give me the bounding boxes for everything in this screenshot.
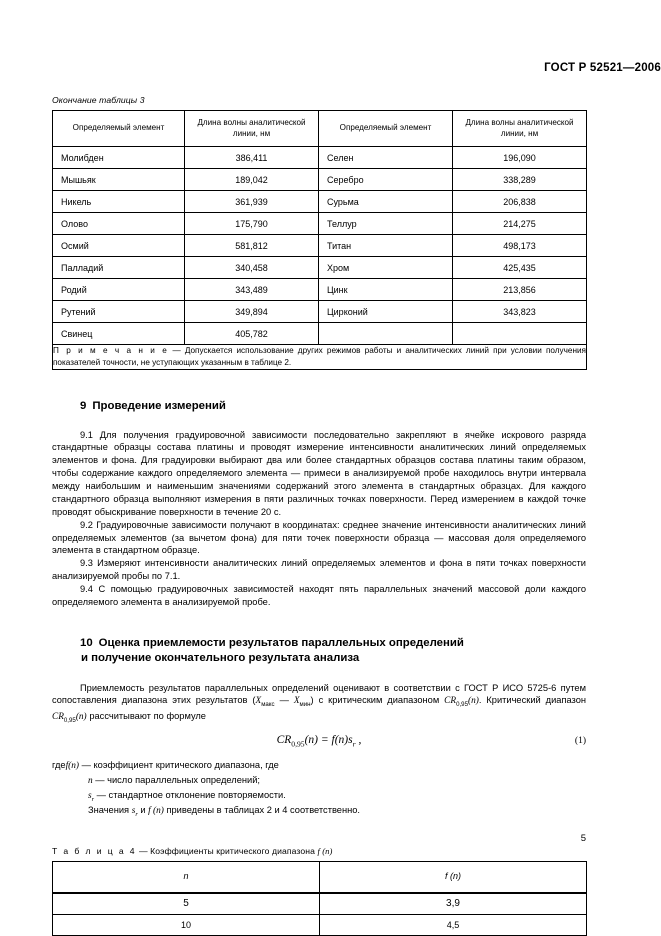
formula-row (52, 734, 586, 750)
table4-col-header-fn: f (n) (320, 861, 587, 892)
wavelength-left: 349,894 (185, 301, 319, 323)
fn-symbol: f(n) (65, 761, 80, 772)
table4-caption (52, 846, 586, 856)
table3-caption: Окончание таблицы 3 (52, 95, 145, 105)
paragraph-9-3: 9.3 Измеряют интенсивности аналитических линий определяемых элементов и фона в пяти точках поверхности анализируемой пробы по 7.1. (52, 558, 586, 582)
paragraph-10-part2: ) с критическим диапазоном (310, 695, 445, 706)
cr-argument-2: (n) (75, 711, 87, 722)
n-symbol: n (88, 776, 93, 787)
table3-body (53, 147, 587, 370)
paragraph-10-part3: . Критический диапазон (478, 695, 587, 706)
wavelength-left: 175,790 (185, 213, 319, 235)
paragraph-10-part4: рассчитывают по формуле (86, 710, 206, 721)
definition-lead-word: где (52, 760, 66, 771)
cr-symbol-1: CR (444, 696, 457, 707)
element-name-right: Цинк (319, 279, 453, 301)
section-10-heading (80, 636, 586, 667)
paragraph-9-1: 9.1 Для получения градуировочной зависимости последовательно закрепляют в ячейке искрового разряда стандартные образцы состава платины и проводят измерение интенсивности аналитических линий определяемых элементов и фона. Для градуировки выбирают два или более стандартных образцов состава платины таким образом, чтобы содержание каждого определяемого элемента — примеси в анализируемой пробе находилось внутри интервала между наибольшим и наименьшим значениями содержаний этого элемента в стандартных образцах. Для каждого стандартного образца выполняют измерения в пяти различных точках поверхности. Перед измерением в каждой точке проводят обыскривание поверхности в течение 20 с. (52, 429, 586, 517)
formula-lhs-symbol: CR (276, 734, 292, 747)
wavelength-right: 214,275 (453, 213, 587, 235)
table4-caption-text: — Коэффициенты критического диапазона (136, 845, 318, 856)
formula-comma: , (355, 734, 362, 747)
x-min-subscript: мин (299, 701, 311, 709)
element-name-left: Никель (53, 191, 185, 213)
cr-subscript-1: 0,95 (456, 701, 468, 709)
n-description: — число параллельных определений; (92, 775, 260, 786)
table-row (53, 323, 587, 345)
definition-n (52, 774, 586, 789)
wavelength-left: 405,782 (185, 323, 319, 345)
formula-critical-range (52, 734, 586, 748)
formula-rhs-subscript: r (352, 739, 356, 749)
element-name-left: Рутений (53, 301, 185, 323)
table-row (53, 893, 587, 915)
values-fn-symbol: f (n) (148, 806, 164, 817)
table4-body (53, 893, 587, 936)
cr-argument-1: (n) (467, 696, 479, 707)
definition-fn (52, 759, 586, 774)
values-sr-symbol: s (131, 806, 136, 817)
sr-symbol: s (88, 791, 92, 802)
formula-number: (1) (574, 736, 586, 747)
wavelength-left: 343,489 (185, 279, 319, 301)
table-4-block (52, 846, 586, 936)
wavelength-right: 196,090 (453, 147, 587, 169)
x-max-subscript: макс (261, 701, 275, 709)
sr-subscript: r (91, 795, 95, 803)
section-9-heading (80, 399, 586, 414)
table3-note-text: — Допускается использование других режимов работы и аналитических линий при условии получения показателей точности, не уступающих указанным в таблице 2. (53, 346, 586, 368)
table3-note-label: П р и м е ч а н и е (53, 346, 169, 356)
definition-sr (52, 789, 586, 804)
table3-header-row (53, 111, 587, 147)
formula-lhs-argument: (n) (304, 734, 318, 747)
section-10-number: 10 (80, 636, 93, 649)
wavelength-right-empty (453, 323, 587, 345)
wavelength-right: 206,838 (453, 191, 587, 213)
table-row (53, 191, 587, 213)
wavelength-right: 425,435 (453, 257, 587, 279)
element-name-left: Мышьяк (53, 169, 185, 191)
table4-n-value: 10 (53, 914, 320, 936)
wavelength-right: 498,173 (453, 235, 587, 257)
element-name-left: Родий (53, 279, 185, 301)
table-row (53, 169, 587, 191)
formula-equals: = (317, 734, 332, 747)
wavelength-right: 213,856 (453, 279, 587, 301)
table-row (53, 213, 587, 235)
x-min-symbol: X (293, 696, 300, 707)
element-name-right: Теллур (319, 213, 453, 235)
wavelength-left: 386,411 (185, 147, 319, 169)
element-name-left: Осмий (53, 235, 185, 257)
table3-note (53, 345, 587, 370)
table-3-continuation (52, 110, 587, 370)
table4-fn-value: 4,5 (320, 914, 587, 936)
wavelength-left: 361,939 (185, 191, 319, 213)
wavelength-left: 340,458 (185, 257, 319, 279)
table-row (53, 147, 587, 169)
table4-caption-symbol: f (n) (317, 845, 333, 856)
table3-col-header-element-right: Определяемый элемент (319, 111, 453, 147)
section-9-number: 9 (80, 400, 87, 413)
wavelength-left: 189,042 (185, 169, 319, 191)
element-name-right: Цирконий (319, 301, 453, 323)
range-dash: — (274, 695, 294, 706)
table-row (53, 914, 587, 936)
section-10-title-line2: и получение окончательного результата анализа (81, 652, 360, 665)
paragraph-10-intro (52, 682, 586, 726)
element-name-right: Хром (319, 257, 453, 279)
cr-subscript-2: 0,95 (63, 716, 76, 724)
paragraph-10-part1: Приемлемость результатов параллельных определений оценивают в соответствии с ГОСТ Р ИСО 5725-6 путем сопоставления диапазона этих результатов ( (52, 682, 586, 706)
section-9-title: Проведение измерений (92, 400, 226, 413)
element-name-left: Свинец (53, 323, 185, 345)
table-row (53, 235, 587, 257)
page-number: 5 (580, 833, 586, 844)
table3-col-header-wavelength-right: Длина волны аналитической линии, нм (453, 111, 587, 147)
section-10-heading-block (80, 636, 586, 667)
table4-col-header-n: n (53, 861, 320, 892)
element-name-left: Олово (53, 213, 185, 235)
element-name-right-empty (319, 323, 453, 345)
table4-caption-label: Т а б л и ц а 4 (52, 845, 137, 856)
element-name-right: Селен (319, 147, 453, 169)
x-max-symbol: X (255, 696, 262, 707)
paragraph-9-2: 9.2 Градуировочные зависимости получают в координатах: среднее значение интенсивности аналитических линий определяемых элементов (за вычетом фона) для пяти точек поверхности образца — массовая доля определяемого элемента в стандартном образце. (52, 519, 586, 556)
wavelength-left: 581,812 (185, 235, 319, 257)
fn-description: — коэффициент критического диапазона, где (79, 760, 279, 771)
formula-definitions (52, 759, 586, 820)
table4-n-value: 5 (53, 893, 320, 915)
values-tail: приведены в таблицах 2 и 4 соответственно. (163, 805, 360, 816)
element-name-right: Серебро (319, 169, 453, 191)
element-name-right: Сурьма (319, 191, 453, 213)
table-row (53, 257, 587, 279)
element-name-left: Молибден (53, 147, 185, 169)
definition-values-reference (52, 804, 586, 819)
formula-lhs-subscript: 0,95 (291, 739, 305, 749)
table-4-critical-range-coefficients (52, 861, 587, 936)
table3-col-header-element-left: Определяемый элемент (53, 111, 185, 147)
element-name-left: Палладий (53, 257, 185, 279)
sr-description: — стандартное отклонение повторяемости. (94, 790, 286, 801)
table3-note-row (53, 345, 587, 370)
document-header-standard-number: ГОСТ Р 52521—2006 (544, 62, 661, 74)
table4-fn-value: 3,9 (320, 893, 587, 915)
wavelength-right: 343,823 (453, 301, 587, 323)
paragraph-9-4: 9.4 С помощью градуировочных зависимостей находят пять параллельных значений массовой доли каждого определяемого элемента в анализируемой пробе. (52, 584, 586, 607)
values-lead: Значения (88, 805, 132, 816)
section-9-heading-block (80, 399, 586, 414)
values-conjunction: и (137, 805, 149, 816)
page-content (52, 0, 586, 936)
section-10-title-line1: Оценка приемлемости результатов параллельных определений (98, 636, 464, 649)
formula-rhs: f(n)s (331, 734, 353, 747)
wavelength-right: 338,289 (453, 169, 587, 191)
element-name-right: Титан (319, 235, 453, 257)
table3-col-header-wavelength-left: Длина волны аналитической линии, нм (185, 111, 319, 147)
table-row (53, 301, 587, 323)
cr-symbol-2: CR (52, 711, 64, 722)
table-row (53, 279, 587, 301)
values-sr-subscript: r (135, 811, 138, 819)
table4-header-row (53, 861, 587, 892)
